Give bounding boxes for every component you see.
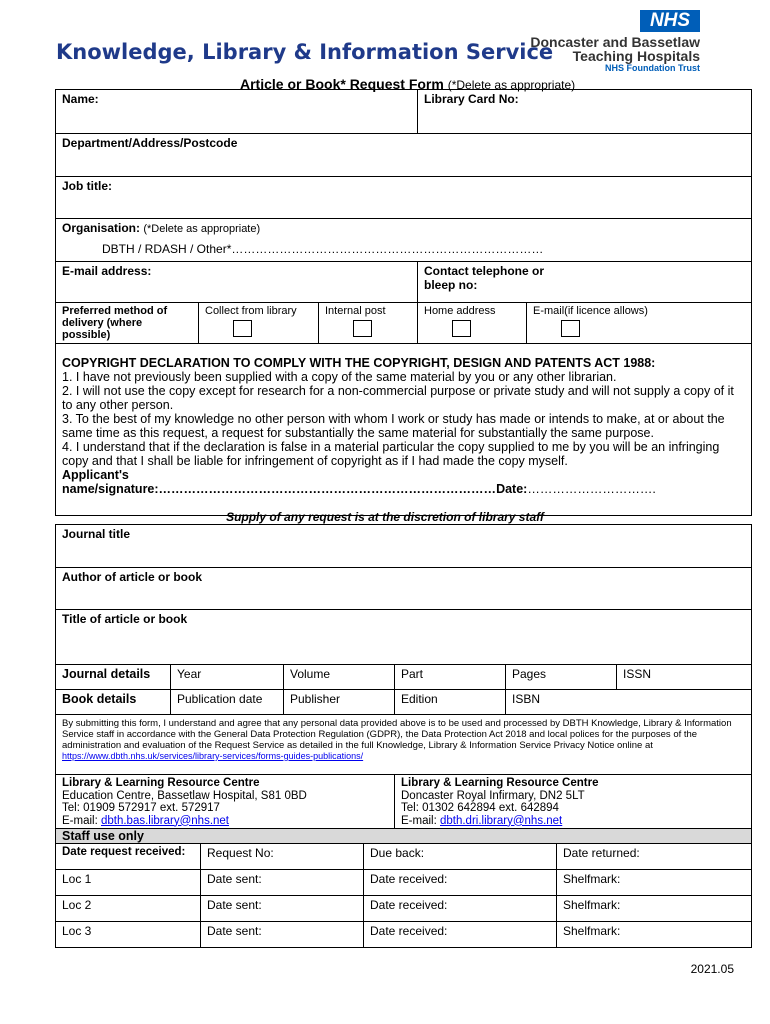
contact-email-link[interactable]: dbth.dri.library@nhs.net — [439, 814, 563, 827]
journal-details-label: Journal details — [56, 665, 171, 690]
loc-3-shelfmark[interactable]: Shelfmark: — [557, 922, 752, 948]
copyright-point-1: 1. I have not previously been supplied with a copy of the same material by you or any other librarian. — [62, 370, 617, 384]
book-publisher-field[interactable]: Publisher — [284, 690, 395, 715]
organisation-options: DBTH / RDASH / Other*…………………………………………………………………… — [102, 242, 544, 256]
journal-pages-field[interactable]: Pages — [506, 665, 617, 690]
name-label: Name: — [62, 92, 99, 106]
delivery-option-label: Internal post — [325, 305, 386, 317]
department-field[interactable] — [56, 134, 752, 177]
contact-address: Education Centre, Bassetlaw Hospital, S81 0BD — [62, 789, 307, 802]
article-title-field[interactable] — [56, 610, 752, 665]
loc-3-date-sent[interactable]: Date sent: — [201, 922, 364, 948]
loc-2-date-sent[interactable]: Date sent: — [201, 896, 364, 922]
contact-bassetlaw — [56, 775, 395, 831]
author-field[interactable] — [56, 568, 752, 610]
organisation-field[interactable] — [56, 219, 752, 262]
collect-checkbox[interactable] — [233, 320, 252, 337]
delivery-option-internal[interactable] — [319, 303, 418, 344]
loc-3-date-received[interactable]: Date received: — [364, 922, 557, 948]
date-dots: …………………………. — [527, 482, 656, 496]
trust-name-line3: NHS Foundation Trust — [605, 63, 700, 73]
library-card-label: Library Card No: — [424, 92, 519, 106]
delivery-option-label: Home address — [424, 305, 496, 317]
privacy-notice-link[interactable]: https://www.dbth.nhs.uk/services/library-services/forms-guides-publications/ — [62, 751, 364, 761]
book-pubdate-field[interactable]: Publication date — [171, 690, 284, 715]
date-returned-field[interactable]: Date returned: — [557, 844, 752, 870]
organisation-label: Organisation: — [62, 221, 141, 235]
delivery-label-cell — [56, 303, 199, 344]
email-field[interactable] — [56, 262, 418, 303]
journal-title-label: Journal title — [62, 527, 131, 541]
author-label: Author of article or book — [62, 570, 203, 584]
delivery-option-collect[interactable] — [199, 303, 319, 344]
contact-email-label: E-mail: — [401, 814, 437, 827]
due-back-field[interactable]: Due back: — [364, 844, 557, 870]
copyright-heading: COPYRIGHT DECLARATION TO COMPLY WITH THE COPYRIGHT, DESIGN AND PATENTS ACT 1988: — [62, 356, 656, 370]
book-isbn-field[interactable]: ISBN — [506, 690, 752, 715]
date-label: Date: — [496, 482, 528, 496]
supply-note: Supply of any request is at the discretion of library staff — [226, 510, 544, 524]
journal-volume-field[interactable]: Volume — [284, 665, 395, 690]
journal-title-field[interactable] — [56, 525, 752, 568]
applicant-table — [55, 89, 752, 516]
email-label: E-mail address: — [62, 264, 152, 278]
copyright-declaration — [56, 344, 752, 516]
job-title-field[interactable] — [56, 177, 752, 219]
version-number: 2021.05 — [690, 962, 734, 976]
loc-2-label: Loc 2 — [56, 896, 201, 922]
journal-part-field[interactable]: Part — [395, 665, 506, 690]
contact-email-label: E-mail: — [62, 814, 98, 827]
contact-name: Library & Learning Resource Centre — [401, 777, 599, 789]
organisation-note: (*Delete as appropriate) — [143, 223, 261, 235]
loc-3-label: Loc 3 — [56, 922, 201, 948]
copyright-point-2: 2. I will not use the copy except for research for a non-commercial purpose or private study and will not supply a copy of it to any other person. — [62, 384, 734, 412]
trust-name-line2: Teaching Hospitals — [572, 48, 700, 64]
job-title-label: Job title: — [62, 179, 112, 193]
book-edition-field[interactable]: Edition — [395, 690, 506, 715]
contact-tel: Tel: 01302 642894 ext. 642894 — [401, 802, 559, 814]
department-label: Department/Address/Postcode — [62, 136, 238, 150]
delivery-option-home[interactable] — [418, 303, 527, 344]
form-title-note: (*Delete as appropriate) — [447, 78, 576, 92]
contact-tel: Tel: 01909 572917 ext. 572917 — [62, 802, 220, 814]
phone-field[interactable] — [418, 262, 752, 303]
signature-label: Applicant's — [62, 468, 129, 482]
loc-2-shelfmark[interactable]: Shelfmark: — [557, 896, 752, 922]
library-card-field[interactable] — [418, 90, 752, 134]
journal-issn-field[interactable]: ISSN — [617, 665, 752, 690]
loc-2-date-received[interactable]: Date received: — [364, 896, 557, 922]
internal-post-checkbox[interactable] — [353, 320, 372, 337]
staff-table — [55, 828, 752, 948]
phone-label: Contact telephone or bleep no: — [424, 264, 545, 292]
loc-1-date-received[interactable]: Date received: — [364, 870, 557, 896]
delivery-option-label: Collect from library — [205, 305, 297, 317]
gdpr-text: By submitting this form, I understand and agree that any personal data provided above is to be used and processed by DBTH Knowledge, Library & Information Service staff in accordance with the General Data Protection Regulation (GDPR), the Data Protection Act 2018 and local polices for the purposes of the administration and evaluation of the Request Service as detailed in the full Knowledge, Library & Information Service Privacy Notice online at — [62, 718, 732, 751]
request-table — [55, 524, 752, 831]
service-title: Knowledge, Library & Information Service — [56, 40, 554, 64]
loc-1-shelfmark[interactable]: Shelfmark: — [557, 870, 752, 896]
contact-email-link[interactable]: dbth.bas.library@nhs.net — [100, 814, 230, 827]
name-field[interactable] — [56, 90, 418, 134]
staff-use-heading: Staff use only — [56, 829, 752, 844]
contact-name: Library & Learning Resource Centre — [62, 777, 260, 789]
trust-name-line1: Doncaster and Bassetlaw — [530, 34, 700, 50]
gdpr-notice — [56, 715, 752, 775]
contact-address: Doncaster Royal Infirmary, DN2 5LT — [401, 789, 585, 802]
delivery-label: Preferred method of delivery (where possible) — [62, 305, 168, 341]
journal-year-field[interactable]: Year — [171, 665, 284, 690]
home-address-checkbox[interactable] — [452, 320, 471, 337]
request-no-field[interactable]: Request No: — [201, 844, 364, 870]
signature-label-2: name/signature:……………………………………………………………………… — [62, 482, 497, 496]
copyright-point-4: 4. I understand that if the declaration is false in a material particular the copy supplied to me by you will be an infringing copy and that I shall be liable for infringement of copyright as if I had made the copy myself. — [62, 440, 720, 468]
date-request-received-field[interactable]: Date request received: — [56, 844, 201, 870]
article-title-label: Title of article or book — [62, 612, 188, 626]
delivery-option-email[interactable] — [527, 303, 752, 344]
delivery-option-label: E-mail(if licence allows) — [533, 305, 648, 317]
signature-line[interactable] — [62, 482, 745, 496]
form-title-text: Article or Book* Request Form — [240, 76, 444, 92]
copyright-point-3: 3. To the best of my knowledge no other person with whom I work or study has made or intends to make, at or about the same time as this request, a request for substantially the same material for substantially the same purpose. — [62, 412, 725, 440]
nhs-logo: NHS — [640, 10, 700, 32]
loc-1-date-sent[interactable]: Date sent: — [201, 870, 364, 896]
email-checkbox[interactable] — [561, 320, 580, 337]
book-details-label: Book details — [56, 690, 171, 715]
loc-1-label: Loc 1 — [56, 870, 201, 896]
contact-doncaster — [395, 775, 752, 831]
